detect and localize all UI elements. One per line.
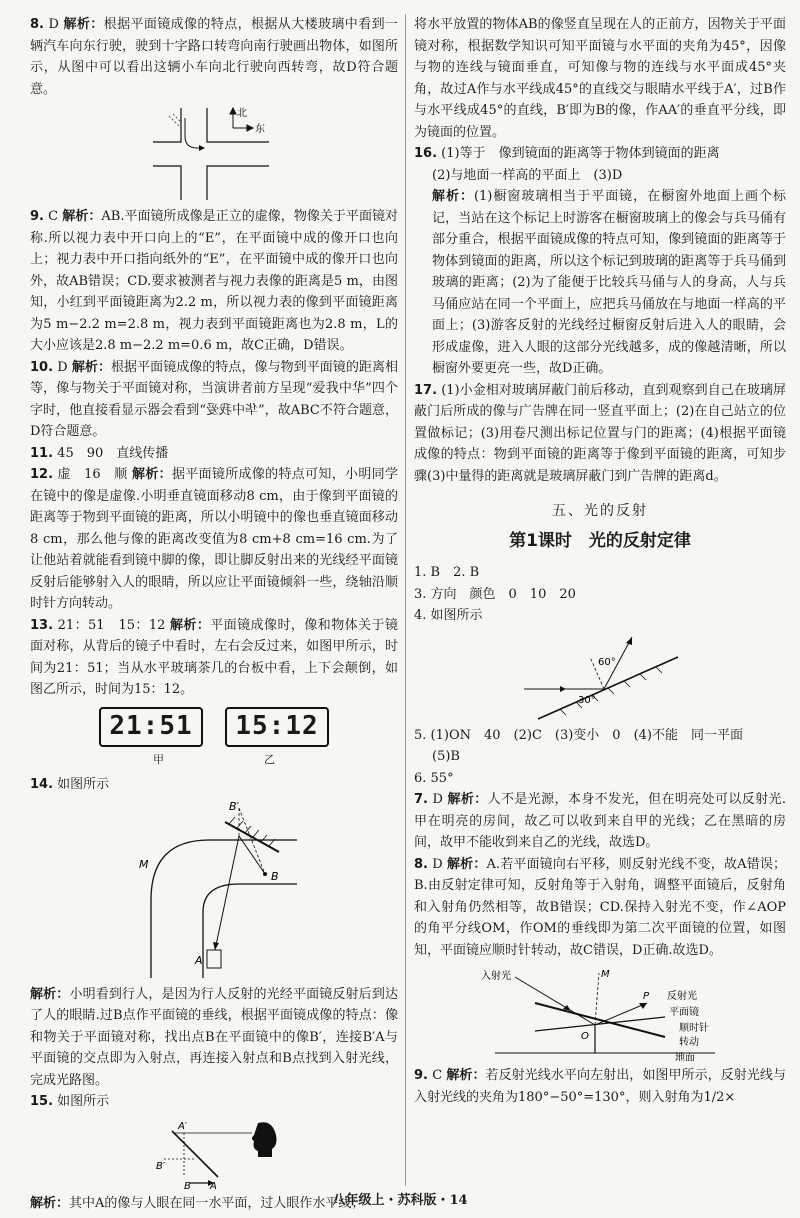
a-label-2: A bbox=[210, 1180, 217, 1189]
question-17: 17. (1)小金相对玻璃屏蔽门前后移动，直到观察到自己在玻璃屏蔽门后所成的像与广告牌在同一竖直平面上；(2)在自己站立的位置做标记；(3)用卷尺测出标记位置与门的距离；(4)根据平面镜成像的特点：物到平面镜的距离等于像到平面镜的距离，可知步骤(3)中量得的距离就是玻璃屏蔽门到广告牌的距离d。 bbox=[414, 382, 786, 484]
b-label: B bbox=[271, 869, 279, 883]
page-footer: 八年级上・苏科版・14 bbox=[332, 1193, 468, 1208]
question-10: 10. D 解析：根据平面镜成像的特点，像与物到平面镜的距离相等，像与物关于平面镜对称，当演讲者前方呈现“爱我中华”四个字时，他直接看显示器会看到“华中我爱”，故ABC不符合题意，D符合题意。 bbox=[30, 359, 398, 439]
reflection-figure bbox=[520, 631, 680, 721]
reflected-light-label: 反射光 bbox=[667, 991, 697, 1002]
question-13: 13. 21：51 15：12 解析：平面镜成像时，像和物体关于镜面对称，从背后的镜子中看时，左右会反过来，如图甲所示，时间为21：51；当从水平玻璃茶几的台板中看，上下会颠倒，如图乙所示，时间为15：12。 bbox=[30, 617, 398, 697]
ground-label: 地面 bbox=[675, 1053, 695, 1061]
question-16: 16. (1)等于 像到镜面的距离等于物体到镜面的距离 bbox=[414, 146, 720, 161]
a-label: A bbox=[195, 953, 203, 967]
m-label: M bbox=[139, 857, 149, 871]
clock-jia: 21:51 bbox=[99, 707, 203, 747]
angle-60-label: 60° bbox=[598, 656, 616, 668]
crossroad-figure bbox=[149, 104, 279, 202]
answer-7: 7. D 解析：人不是光源，本身不发光，但在明亮处可以反射光.甲在明亮的房间，故乙可以收到来自甲的光线；乙在黑暗的房间，故甲不能收到来自乙的光线，故选D。 bbox=[414, 792, 786, 850]
answer-8: 8. D 解析：A.若平面镜向右平移，则反射光线不变，故A错误；B.由反射定律可知，反射角等于入射角，调整平面镜后，反射角和入射角仍然相等，故B错误；CD.保持入射光不变，作∠AOP的角平分线OM，作OM的垂线即为第二次平面镜的位置，如图知，平面镜应顺时针转动，故C错误，D正确.故选D。 bbox=[414, 856, 786, 958]
question-12: 12. 虚 16 顺 解析：据平面镜所成像的特点可知，小明同学在镜中的像是虚像.小明垂直镜面移动8 cm，由于像到平面镜的距离等于物到平面镜的距离，所以小明镜中的像也垂直镜面移动8 cm，那么他与像的距离改变值为8 cm+8 cm=16 cm.为了让他站着就能看到镜中脚的像，即让脚反射出来的光线经平面镜反射后能够射入人的眼睛，所以应让平面镜倾斜一些，绕轴沿顺时针方向转动。 bbox=[30, 467, 398, 611]
clockwise-label-2: 转动 bbox=[679, 1037, 699, 1048]
column-divider bbox=[405, 14, 406, 1186]
road-mirror-figure bbox=[129, 800, 299, 980]
clock-figures bbox=[30, 707, 398, 747]
question-11: 11. 45 90 直线传播 bbox=[30, 445, 169, 461]
answer-9: 9. C 解析：若反射光线水平向左射出，如图甲所示，反射光线与入射光线的夹角为180°−50°=130°，则入射角为1/2× bbox=[414, 1068, 786, 1105]
answer-3: 3. 方向 颜色 0 10 20 bbox=[414, 586, 576, 602]
angle-30-label: 30° bbox=[578, 694, 596, 706]
section-title: 五、光的反射 bbox=[552, 503, 648, 519]
clock-captions: 甲 乙 bbox=[153, 752, 275, 766]
answer-5: 5. (1)ON 40 (2)C (3)变小 0 (4)不能 同一平面 bbox=[414, 727, 743, 743]
mirror-rotation-figure bbox=[475, 965, 725, 1061]
clock-yi: 15:12 bbox=[225, 707, 329, 747]
left-column bbox=[30, 14, 398, 1214]
b-prime-label: B′ bbox=[229, 799, 240, 813]
question-15: 15. 如图所示 bbox=[30, 1094, 110, 1109]
right-column bbox=[414, 14, 786, 1108]
question-16-answer-2: (2)与地面一样高的平面上 (3)D bbox=[432, 167, 623, 183]
head-mirror-figure bbox=[134, 1117, 294, 1189]
question-15-explanation: 解析：其中A的像与人眼在同一水平面，过人眼作水平线； bbox=[30, 1195, 365, 1211]
mirrored-text: 华中我爱 bbox=[205, 402, 258, 418]
question-15-continued: 将水平放置的物体AB的像竖直呈现在人的正前方，因物关于平面镜对称，根据数学知识可知平面镜与水平面的夹角为45°，因像与物的连线与镜面垂直，可知像与物的连线与水平面成45°夹角，故过A作与水平线成45°的直线交与眼睛水平线于A′，过B作与水平线成45°的直线，B′即为B的像，作AA′的垂直平分线，即为镜面的位置。 bbox=[414, 17, 786, 140]
answer-4: 4. 如图所示 bbox=[414, 608, 483, 623]
question-8: 8. D 解析：根据平面镜成像的特点，根据从大楼玻璃中看到一辆汽车向东行驶，驶到十字路口转弯向南行驶画出物体，如图所示，从图中可以看出这辆小车向北行驶向西转弯，故D符合题意。 bbox=[30, 17, 398, 97]
north-label: 北 bbox=[237, 108, 247, 119]
a-prime-label: A′ bbox=[178, 1120, 188, 1132]
lesson-title: 第1课时 光的反射定律 bbox=[509, 530, 691, 551]
p-label: P bbox=[643, 991, 650, 1002]
answer-6: 6. 55° bbox=[414, 770, 454, 786]
mirror-label: 平面镜 bbox=[669, 1007, 699, 1018]
m-label-2: M bbox=[601, 969, 610, 980]
question-14-explanation: 解析：小明看到行人，是因为行人反射的光经平面镜反射后到达了人的眼睛.过B点作平面镜的垂线，根据平面镜成像的特点：像和物关于平面镜对称，找出点B在平面镜中的像B′，连接B′A与平面镜的交点即为入射点，再连接入射点和B点找到入射光线，完成光路图。 bbox=[30, 986, 398, 1088]
answer-1-2: 1. B 2. B bbox=[414, 565, 480, 580]
question-16-explanation: 解析：(1)橱窗玻璃相当于平面镜，在橱窗外地面上画个标记，当站在这个标记上时游客在橱窗玻璃上的像会与兵马俑有部分重合，根据平面镜成像的特点可知，像到镜面的距离等于物体到镜面的距离，所以这个标记到玻璃的距离等于兵马俑到玻璃的距离；(2)为了能便于比较兵马俑与人的身高，人与兵马俑应站在同一个平面上，应把兵马俑放在与地面一样高的平面上；(3)游客反射的光线经过橱窗反射后进入人的眼睛，会形成虚像，进入人眼的这部分光线越多，成的像越清晰，所以橱窗外要更亮一些，故D正确。 bbox=[432, 189, 786, 376]
question-14: 14. 如图所示 bbox=[30, 777, 110, 792]
clockwise-label-1: 顺时针 bbox=[679, 1023, 709, 1034]
o-label: O bbox=[581, 1031, 589, 1042]
b-label-2: B bbox=[184, 1180, 191, 1189]
east-label: 东 bbox=[255, 124, 265, 135]
answer-5-part-5: (5)B bbox=[432, 749, 460, 764]
incident-light-label: 入射光 bbox=[481, 971, 511, 982]
b-prime-label-2: B′ bbox=[156, 1160, 166, 1172]
question-9: 9. C 解析：AB.平面镜所成像是正立的虚像，物像关于平面镜对称.所以视力表中开口向上的“E”，在平面镜中成的像开口也向上；视力表中开口指向纸外的“E”，在平面镜中成的像开口也向外，故AB错误；CD.要求被测者与视力表像的距离是5 m，由图知，小红到平面镜距离为2.2 m，所以视力表的像到平面镜距离为5 m−2.2 m=2.8 m，视力表到平面镜距离也为2.8 m，L的大小应该是2.8 m−2.2 m=0.6 m，故C正确，D错误。 bbox=[30, 209, 399, 353]
